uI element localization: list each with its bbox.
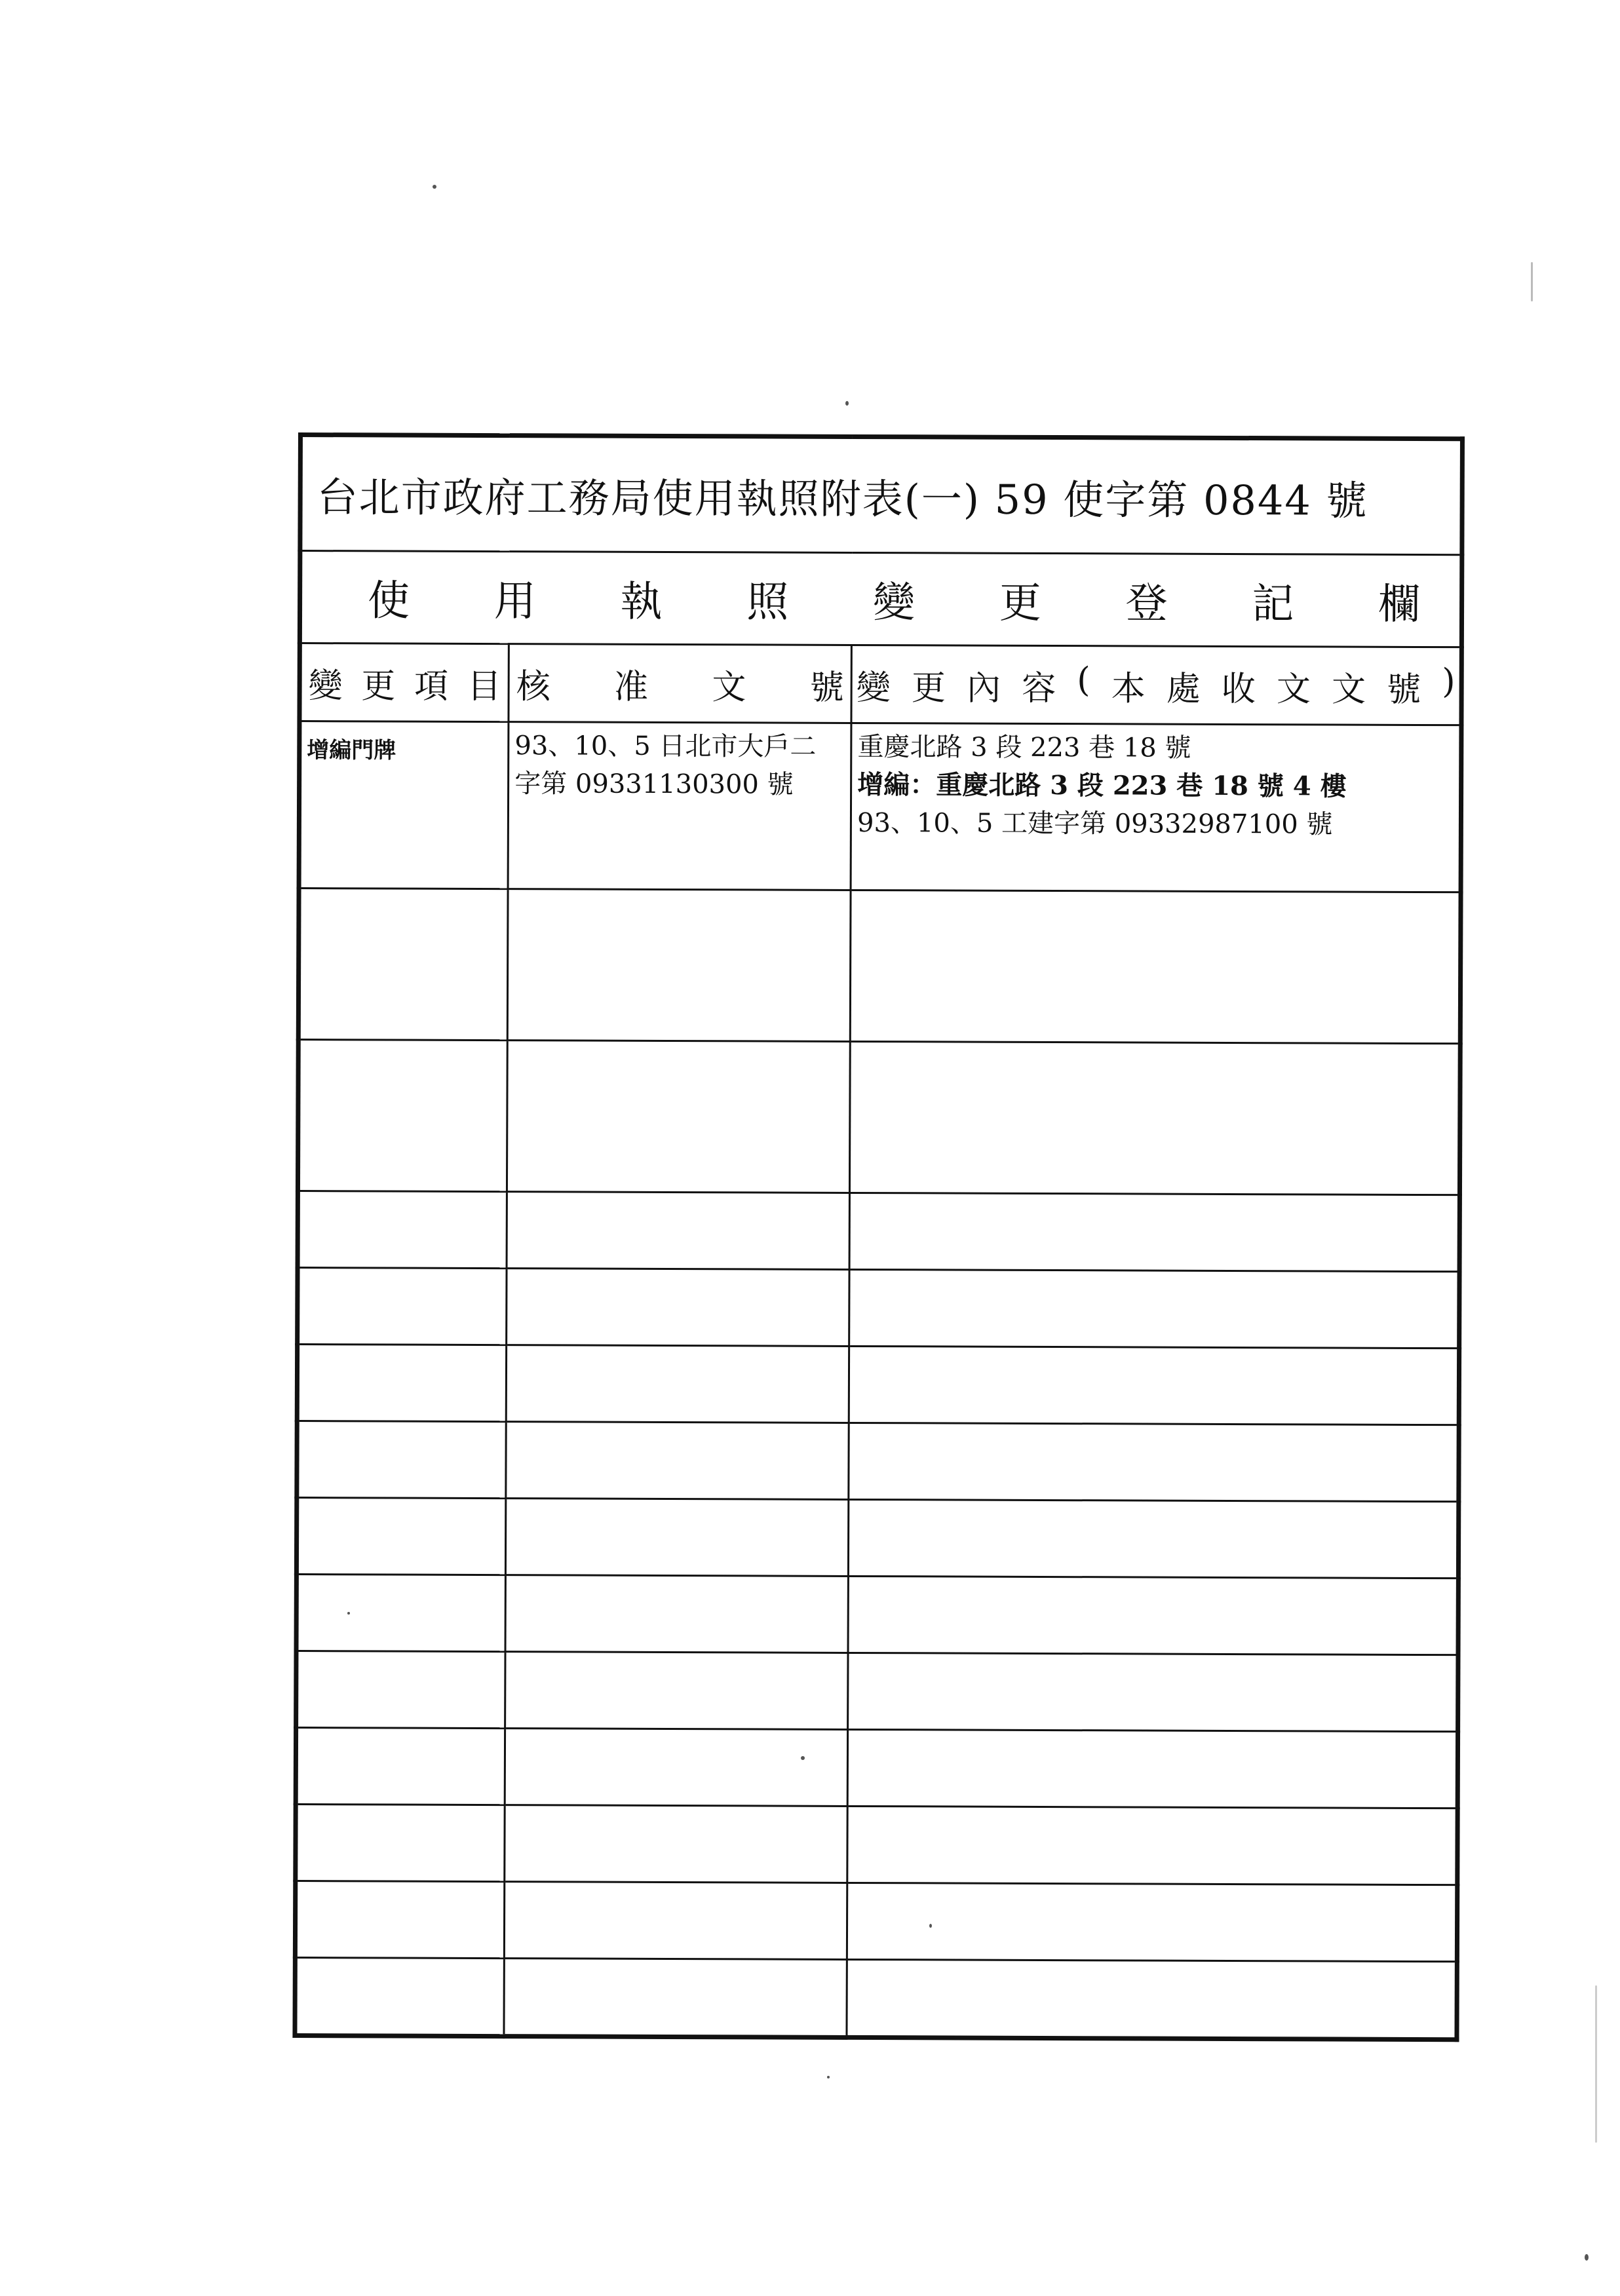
- table-row: [296, 1575, 1458, 1655]
- heading-char: 使: [367, 577, 410, 626]
- column-header-approval-no: 核 准 文 號: [509, 644, 851, 723]
- heading-char: 用: [493, 577, 536, 626]
- table-row: [298, 889, 1461, 1044]
- title-row: [300, 435, 1463, 555]
- table-row: [298, 1040, 1460, 1195]
- table-row: [298, 1268, 1459, 1349]
- heading-char: 更: [999, 579, 1041, 628]
- table-row: [296, 1651, 1458, 1732]
- section-heading-chars: [302, 567, 1459, 631]
- column-header-content: 變 更 內 容 ( 本 處 收 文 文 號 ): [851, 645, 1461, 725]
- entry-item: 增編門牌: [299, 721, 509, 889]
- heading-char: 照: [746, 578, 789, 627]
- section-heading: [299, 551, 1461, 647]
- heading-char: 欄: [1378, 580, 1421, 629]
- heading-char: 記: [1252, 580, 1294, 629]
- column-header-row: [299, 643, 1461, 725]
- entry-approval-no: 93、10、5 日北市大戶二 字第 09331130300 號: [508, 722, 851, 890]
- table-row: [296, 1804, 1457, 1885]
- section-heading-row: [299, 551, 1461, 647]
- table-row: [297, 1421, 1459, 1502]
- entry-content: 重慶北路 3 段 223 巷 18 號 增編：重慶北路 3 段 223 巷 18 號 4 樓 93、10、5 工建字第 09332987100 號: [851, 723, 1461, 892]
- form-title: 台北市政府工務局使用執照附表(一) 59 使字第 0844 號: [300, 435, 1463, 555]
- table-row: [297, 1345, 1459, 1425]
- table-row: [296, 1728, 1457, 1808]
- table-row: [296, 1498, 1458, 1578]
- scan-speck: [1531, 262, 1533, 301]
- scan-speck: [845, 401, 849, 406]
- scan-speck: [1585, 2254, 1589, 2261]
- heading-char: 登: [1125, 579, 1168, 628]
- column-header-item: 變 更 項 目: [299, 643, 509, 722]
- table-row: [298, 1191, 1459, 1272]
- table-row: [295, 1881, 1457, 1961]
- license-change-table: [292, 432, 1465, 2042]
- usage-license-form: [293, 432, 1465, 2022]
- table-row: [299, 721, 1461, 892]
- scan-speck: [827, 2076, 830, 2078]
- table-row: [295, 1957, 1457, 2039]
- heading-char: 執: [620, 577, 663, 626]
- scan-speck: [1595, 1985, 1597, 2143]
- scan-speck: [433, 185, 436, 189]
- heading-char: 變: [872, 579, 916, 628]
